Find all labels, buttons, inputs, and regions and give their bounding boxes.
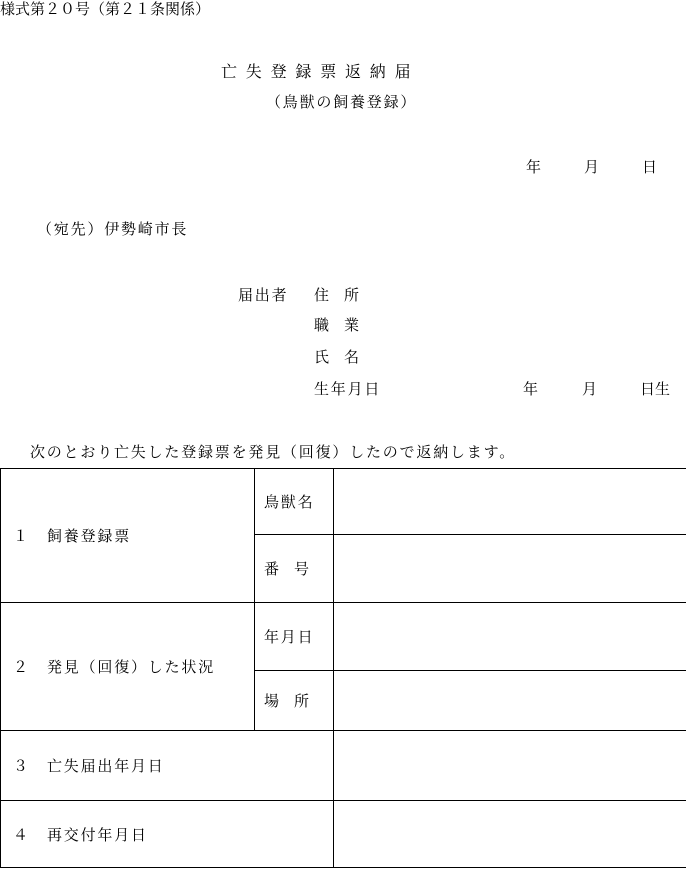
- loss-report-date-value-cell[interactable]: [334, 731, 686, 801]
- date-day-label: 日: [642, 158, 658, 176]
- discovery-place-value-cell[interactable]: [334, 671, 686, 731]
- discovery-date-value-cell[interactable]: [334, 603, 686, 671]
- species-value-cell[interactable]: [334, 469, 686, 535]
- statement-text: 次のとおり亡失した登録票を発見（回復）したので返納します。: [30, 443, 517, 461]
- card-number-value-cell[interactable]: [334, 535, 686, 603]
- birth-date-label: 生年月日: [314, 380, 382, 398]
- reissue-date-label: ４ 再交付年月日: [1, 801, 334, 868]
- applicant-label: 届出者: [238, 286, 289, 304]
- registration-card-label: １ 飼養登録票: [1, 469, 255, 603]
- occupation-label: 職 業: [314, 316, 360, 334]
- return-form-table: [0, 468, 686, 868]
- discovery-date-label: 年月日: [255, 603, 334, 671]
- card-number-label: 番 号: [255, 535, 334, 603]
- species-label: 鳥獣名: [255, 469, 334, 535]
- document-title: 亡失登録票返納届: [221, 62, 420, 81]
- form-number: 様式第２０号（第２１条関係）: [0, 0, 211, 18]
- address-label: 住 所: [314, 286, 360, 304]
- discovery-place-label: 場 所: [255, 671, 334, 731]
- date-year-label: 年: [526, 158, 542, 176]
- reissue-date-value-cell[interactable]: [334, 801, 686, 868]
- birth-month-label: 月: [582, 380, 598, 398]
- name-label: 氏 名: [314, 348, 360, 366]
- birth-year-label: 年: [523, 380, 539, 398]
- date-month-label: 月: [584, 158, 600, 176]
- loss-report-date-label: ３ 亡失届出年月日: [1, 731, 334, 801]
- discovery-status-label: ２ 発見（回復）した状況: [1, 603, 255, 731]
- birth-day-label: 日生: [640, 380, 671, 398]
- document-subtitle: （鳥獣の飼養登録）: [266, 93, 418, 111]
- addressee: （宛先）伊勢崎市長: [37, 220, 189, 238]
